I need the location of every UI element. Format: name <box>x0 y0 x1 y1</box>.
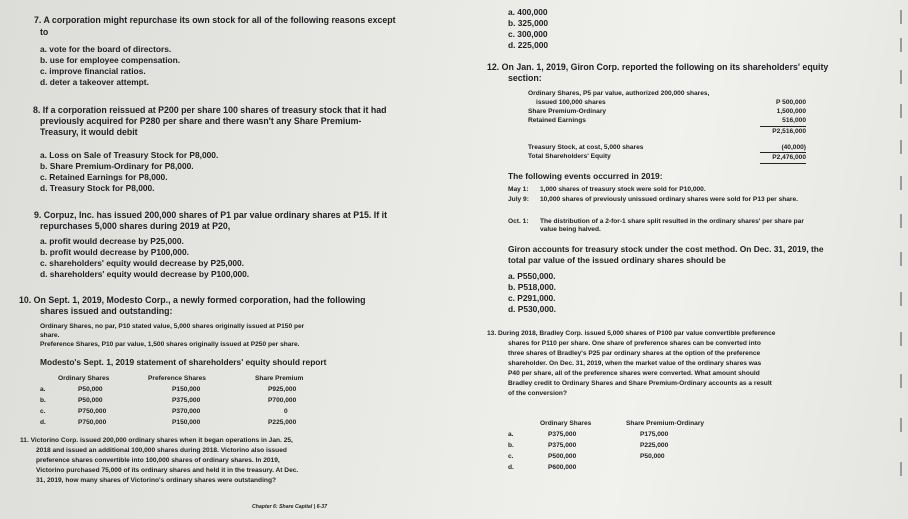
row-letter: d. <box>508 464 514 471</box>
q9-option-b[interactable]: b. profit would decrease by P100,000. <box>40 247 189 257</box>
page-edge-mark <box>900 10 902 24</box>
q12-stem-line2: section: <box>508 73 542 83</box>
q12-question-line1: Giron accounts for treasury stock under the cost method. On Dec. 31, 2019, the <box>508 244 824 254</box>
equity-label: Share Premium-Ordinary <box>528 108 607 115</box>
q13-line6: Bradley credit to Ordinary Shares and Share Premium-Ordinary accounts as a result <box>508 380 772 387</box>
q10-header-preference: Preference Shares <box>148 375 206 382</box>
q8-option-a[interactable]: a. Loss on Sale of Treasury Stock for P8,000. <box>40 150 219 160</box>
event-text: 1,000 shares of treasury stock were sold for P10,000. <box>540 186 706 193</box>
row-letter: a. <box>40 386 46 393</box>
premium-value: P225,000 <box>268 419 297 426</box>
q12-stem-line1: 12. On Jan. 1, 2019, Giron Corp. reported the following on its shareholders' equity <box>487 62 829 72</box>
equity-amount: 516,000 <box>782 117 806 124</box>
q8-stem-line3: Treasury, it would debit <box>40 127 138 137</box>
row-letter: b. <box>508 442 514 449</box>
row-letter: a. <box>508 431 514 438</box>
q13-line4: shareholder. On Dec. 31, 2019, when the market value of the ordinary shares was <box>508 360 762 367</box>
equity-amount: 1,500,000 <box>776 108 806 115</box>
q9-stem-line2: repurchases 5,000 shares during 2019 at P20, <box>40 221 231 231</box>
q11-line5: 31, 2019, how many shares of Victorino's ordinary shares were outstanding? <box>36 477 276 484</box>
q11-line4: Victorino purchased 75,000 of its ordinary shares and held it in the treasury. At Dec. <box>36 467 299 474</box>
total-rule <box>760 152 806 153</box>
q12-question-line2: total par value of the issued ordinary shares should be <box>508 255 726 265</box>
ordinary-value: P50,000 <box>78 386 103 393</box>
q7-option-c[interactable]: c. improve financial ratios. <box>40 66 146 76</box>
events-title: The following events occurred in 2019: <box>508 171 663 181</box>
page-edge-mark <box>900 462 902 476</box>
q12-option-a[interactable]: a. P550,000. <box>508 271 556 281</box>
premium-value: P700,000 <box>268 397 297 404</box>
q8-option-b[interactable]: b. Share Premium-Ordinary for P8,000. <box>40 161 194 171</box>
event-date: May 1: <box>508 186 529 193</box>
equity-amount: (40,000) <box>781 144 806 151</box>
ordinary-value: P375,000 <box>548 442 577 449</box>
q10-question: Modesto's Sept. 1, 2019 statement of shareholders' equity should report <box>40 357 327 367</box>
row-letter: d. <box>40 419 46 426</box>
page-edge-mark <box>900 374 902 388</box>
subtotal-rule <box>760 126 806 127</box>
event-text: 10,000 shares of previously unissued ordinary shares were sold for P13 per share. <box>540 196 798 203</box>
prev-option-c[interactable]: c. 300,000 <box>508 29 548 39</box>
q13-line2: shares for P110 per share. One share of preference shares can be converted into <box>508 340 761 347</box>
page-edge-mark <box>900 140 902 154</box>
page-edge-mark <box>900 176 902 190</box>
premium-value: P50,000 <box>640 453 665 460</box>
q13-line1: 13. During 2018, Bradley Corp. issued 5,000 shares of P100 par value convertible preference <box>487 330 776 337</box>
q12-option-d[interactable]: d. P530,000. <box>508 304 556 314</box>
q13-line3: three shares of Bradley's P25 par ordinary shares at the option of the preference <box>508 350 761 357</box>
equity-label: issued 100,000 shares <box>536 99 606 106</box>
q11-line2: 2018 and issued an additional 100,000 shares during 2018. Victorino also issued <box>36 447 287 454</box>
preference-value: P150,000 <box>172 386 201 393</box>
q7-option-a[interactable]: a. vote for the board of directors. <box>40 44 172 54</box>
row-letter: c. <box>508 453 514 460</box>
page-footer: Chapter 6: Share Capital | 6-37 <box>252 504 327 510</box>
q9-option-a[interactable]: a. profit would decrease by P25,000. <box>40 236 184 246</box>
preference-value: P370,000 <box>172 408 201 415</box>
page-edge-mark <box>900 38 902 52</box>
q13-line5: P40 per share, all of the preference shares were converted. What amount should <box>508 370 760 377</box>
row-letter: b. <box>40 397 46 404</box>
prev-option-b[interactable]: b. 325,000 <box>508 18 549 28</box>
page-edge-mark <box>900 214 902 228</box>
ordinary-value: P600,000 <box>548 464 577 471</box>
equity-total-label: Total Shareholders' Equity <box>528 153 611 160</box>
equity-amount: P 500,000 <box>776 99 806 106</box>
preference-value: P150,000 <box>172 419 201 426</box>
q9-option-d[interactable]: d. shareholders' equity would decrease by P100,000. <box>40 269 250 279</box>
q12-option-c[interactable]: c. P291,000. <box>508 293 556 303</box>
page-edge-mark <box>900 104 902 118</box>
ordinary-value: P750,000 <box>78 408 107 415</box>
q7-option-b[interactable]: b. use for employee compensation. <box>40 55 181 65</box>
ordinary-value: P500,000 <box>548 453 577 460</box>
q10-detail-1: Ordinary Shares, no par, P10 stated value, 5,000 shares originally issued at P150 per <box>40 323 305 330</box>
q8-stem-line1: 8. If a corporation reissued at P200 per share 100 shares of treasury stock that it had <box>33 105 387 115</box>
q8-option-d[interactable]: d. Treasury Stock for P8,000. <box>40 183 155 193</box>
equity-subtotal: P2,516,000 <box>772 128 806 135</box>
premium-value: 0 <box>284 408 288 415</box>
q12-option-b[interactable]: b. P518,000. <box>508 282 556 292</box>
q7-stem-line1: 7. A corporation might repurchase its own stock for all of the following reasons except <box>34 15 396 25</box>
equity-label: Retained Earnings <box>528 117 586 124</box>
q9-option-c[interactable]: c. shareholders' equity would decrease by P25,000. <box>40 258 245 268</box>
q10-stem-line1: 10. On Sept. 1, 2019, Modesto Corp., a newly formed corporation, had the following <box>19 295 366 305</box>
q7-stem-line2: to <box>40 27 49 37</box>
equity-label: Ordinary Shares, P5 par value, authorized 200,000 shares, <box>528 90 710 97</box>
premium-value: P175,000 <box>640 431 669 438</box>
q13-line7: of the conversion? <box>508 390 567 397</box>
page-edge-mark <box>900 70 902 84</box>
q10-header-ordinary: Ordinary Shares <box>58 375 110 382</box>
q10-detail-3: Preference Shares, P10 par value, 1,500 shares originally issued at P250 per share. <box>40 341 300 348</box>
q13-header-ordinary: Ordinary Shares <box>540 420 592 427</box>
ordinary-value: P50,000 <box>78 397 103 404</box>
q8-option-c[interactable]: c. Retained Earnings for P8,000. <box>40 172 168 182</box>
prev-option-a[interactable]: a. 400,000 <box>508 7 548 17</box>
premium-value: P925,000 <box>268 386 297 393</box>
event-date: July 9: <box>508 196 529 203</box>
q7-option-d[interactable]: d. deter a takeover attempt. <box>40 77 149 87</box>
page-edge-mark <box>900 418 902 432</box>
q11-line3: preference shares convertible into 100,000 shares of ordinary shares. In 2019, <box>36 457 280 464</box>
ordinary-value: P750,000 <box>78 419 107 426</box>
event-date: Oct. 1: <box>508 218 529 225</box>
q8-stem-line2: previously acquired for P280 per share and there wasn't any Share Premium- <box>40 116 362 126</box>
q10-header-premium: Share Premium <box>255 375 304 382</box>
page-edge-mark <box>900 292 902 306</box>
preference-value: P375,000 <box>172 397 201 404</box>
page-edge-mark <box>900 332 902 346</box>
equity-label: Treasury Stock, at cost, 5,000 shares <box>528 144 644 151</box>
ordinary-value: P375,000 <box>548 431 577 438</box>
q10-detail-2: share. <box>40 332 60 339</box>
equity-total-amount: P2,476,000 <box>772 154 806 161</box>
q13-header-premium: Share Premium-Ordinary <box>626 420 705 427</box>
page-edge-mark <box>900 252 902 266</box>
q9-stem-line1: 9. Corpuz, Inc. has issued 200,000 shares of P1 par value ordinary shares at P15. If it <box>34 210 388 220</box>
premium-value: P225,000 <box>640 442 669 449</box>
prev-option-d[interactable]: d. 225,000 <box>508 40 549 50</box>
q11-line1: 11. Victorino Corp. issued 200,000 ordinary shares when it began operations in Jan. 25, <box>20 437 293 444</box>
event-text: The distribution of a 2-for-1 share split resulted in the ordinary shares' per share par value being halved. <box>540 218 804 233</box>
total-double-rule <box>760 163 806 164</box>
q10-stem-line2: shares issued and outstanding: <box>40 306 173 316</box>
row-letter: c. <box>40 408 46 415</box>
